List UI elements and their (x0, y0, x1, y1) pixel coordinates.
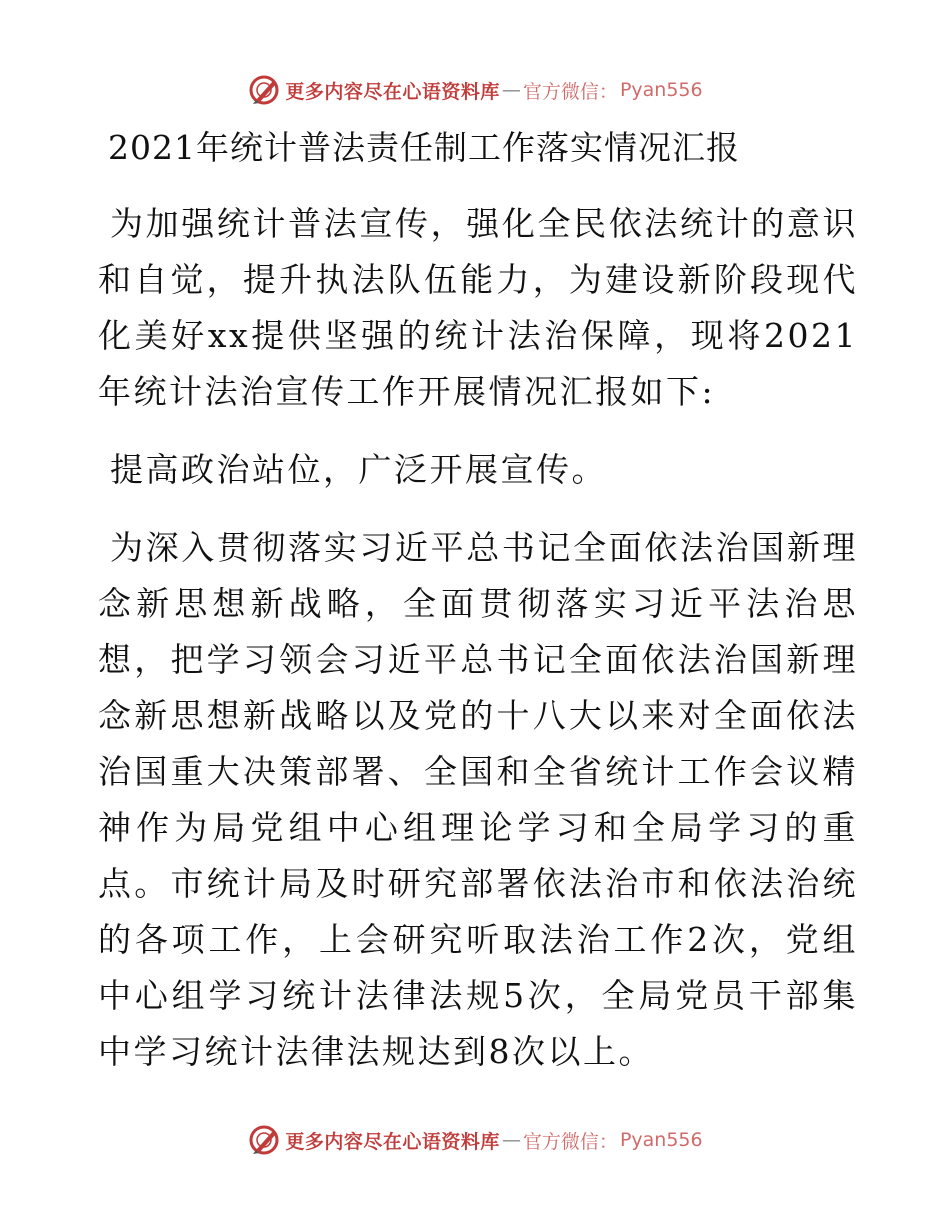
paragraph-details: 为深入贯彻落实习近平总书记全面依法治国新理念新思想新战略，全面贯彻落实习近平法治思想，把学习领会习近平总书记全面依法治国新理念新思想新战略以及党的十八大以来对全面依法治国重大决策部署、全国和全省统计工作会议精神作为局党组中心组理论学习和全局学习的重点。市统计局及时研究部署依法治市和依法治统的各项工作，上会研究听取法治工作2次，党组中心组学习统计法律法规5次，全局党员干部集中学习统计法律法规达到8次以上。 (98, 528, 858, 1071)
header-watermark (0, 70, 950, 110)
watermark-separator: — (501, 1129, 521, 1151)
document-title: 2021年统计普法责任制工作落实情况汇报 (108, 128, 740, 167)
document-body (98, 122, 858, 1080)
watermark-separator: — (501, 79, 521, 101)
watermark-prefix: 更多内容尽在心语资料库 (285, 80, 500, 103)
watermark-label: 官方微信： (522, 80, 618, 103)
footer-watermark (0, 1120, 950, 1160)
pen-logo-icon (247, 73, 281, 107)
watermark-label: 官方微信： (522, 1130, 618, 1153)
watermark-handle: Pyan556 (619, 1129, 703, 1151)
watermark-handle: Pyan556 (619, 79, 703, 101)
pen-logo-icon (247, 1123, 281, 1157)
paragraph-heading: 提高政治站位，广泛开展宣传。 (110, 450, 607, 489)
watermark-prefix: 更多内容尽在心语资料库 (285, 1130, 500, 1153)
paragraph-intro: 为加强统计普法宣传，强化全民依法统计的意识和自觉，提升执法队伍能力，为建设新阶段现代化美好xx提供坚强的统计法治保障，现将2021年统计法治宣传工作开展情况汇报如下: (98, 204, 858, 411)
